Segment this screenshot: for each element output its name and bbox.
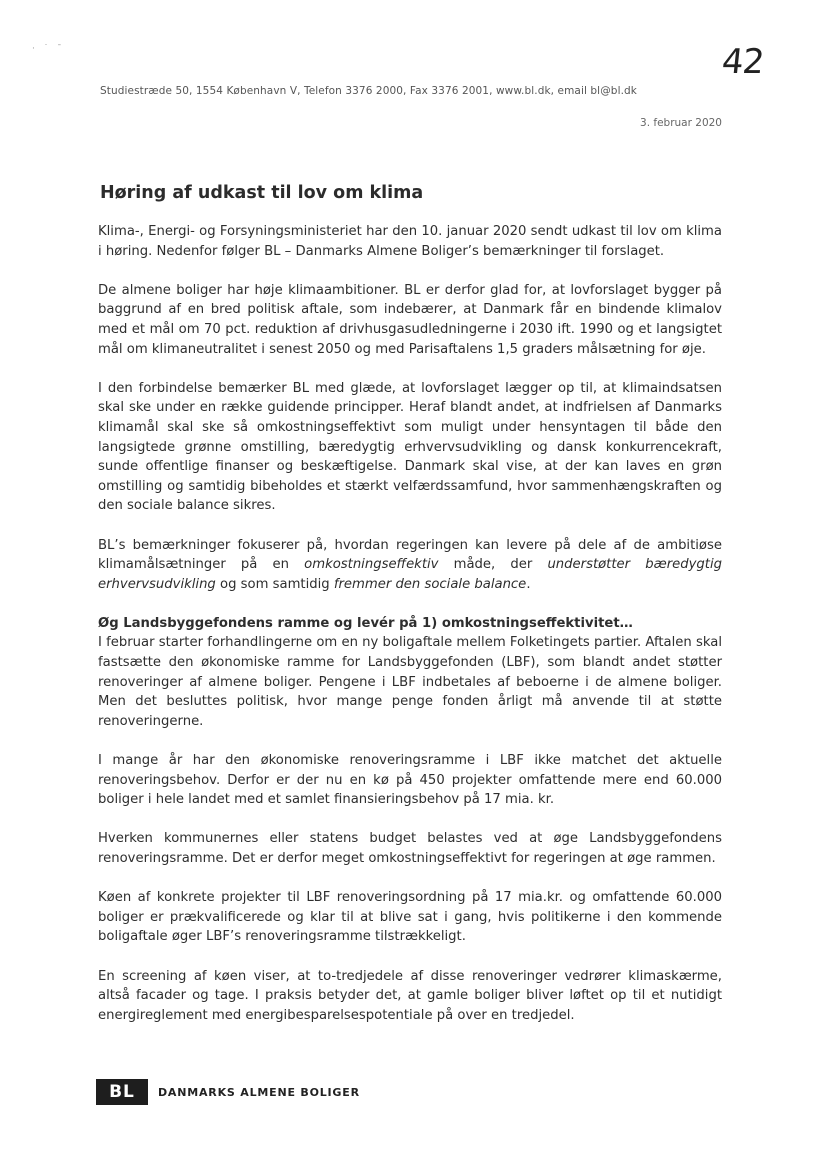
paragraph-screening: En screening af køen viser, at to-tredjedele af disse renoveringer vedrører klimaskærme, altså facader og tage. I praksis betyder det, at gamle boliger bliver løftet op til et nutidigt energireglement med energibesparelsespotentiale på over en tredjedel. [98,968,722,1023]
paragraph-climate-ambitions: De almene boliger har høje klimaambitioner. BL er derfor glad for, at lovforslaget bygger på baggrund af en bred politisk aftale, som indebærer, at Danmark får en bindende klimalov med et mål om 70 pct. reduktion af drivhusgasudledningerne i 2030 ift. 1990 og et langsigtet mål om klimaneutralitet i senest 2050 og med Parisaftalens 1,5 graders målsætning for øje. [98,282,722,357]
paragraph-budget: Hverken kommunernes eller statens budget belastes ved at øge Landsbyggefondens renoveringsramme. Det er derfor meget omkostningseffektivt for regeringen at øge rammen. [98,831,722,866]
letter-date: 3. februar 2020 [640,117,722,129]
paragraph-focus: BL’s bemærkninger fokuserer på, hvordan regeringen kan levere på dele af de ambitiøse klimamålsætninger på en omkostningseffektiv måde, der understøtter bæredygtig erhvervsudvikling og som samtidig fremmer den sociale balance. [98,537,722,592]
handwritten-page-number: 42 [719,42,766,82]
scan-mark: · ˙ ˉ [32,44,65,54]
footer-logo [96,1079,360,1105]
paragraph-intro: Klima-, Energi- og Forsyningsministeriet har den 10. januar 2020 sendt udkast til lov om klima i høring. Nedenfor følger BL – Danmarks Almene Boliger’s bemærkninger til forslaget. [98,224,722,259]
paragraph-renovation-queue: I mange år har den økonomiske renoveringsramme i LBF ikke matchet det aktuelle renoveringsbehov. Derfor er der nu en kø på 450 projekter omfattende mere end 60.000 boliger i hele landet med et samlet finansieringsbehov på 17 mia. kr. [98,753,722,808]
paragraph-guiding-principles: I den forbindelse bemærker BL med glæde, at lovforslaget lægger op til, at klimaindsatsen skal ske under en række guidende principper. Heraf blandt andet, at indfrielsen af Danmarks klimamål skal ske så omkostningseffektivt som muligt under hensyntagen til både den langsigtede grønne omstilling, bæredygtig erhvervsudvikling og dansk konkurrencekraft, sunde offentlige finanser og beskæftigelse. Danmark skal vise, at der kan laves en grøn omstilling og samtidig bibeholdes et stærkt velfærdssamfund, hvor sammenhængskraften og den sociale balance sikres. [98,380,722,514]
letterhead-address: Studiestræde 50, 1554 København V, Telefon 3376 2000, Fax 3376 2001, www.bl.dk, email bl@bl.dk [100,85,637,97]
document-title: Høring af udkast til lov om klima [100,183,424,203]
document-body [98,222,722,1045]
section-subheading: Øg Landsbyggefondens ramme og levér på 1) omkostningseffektivitet… [98,615,633,631]
organization-name: DANMARKS ALMENE BOLIGER [158,1085,360,1099]
paragraph-prequalified-projects: Køen af konkrete projekter til LBF renoveringsordning på 17 mia.kr. og omfattende 60.000 boliger er prækvalificerede og klar til at blive sat i gang, hvis politikerne i den kommende boligaftale øger LBF’s renoveringsramme tilstrækkeligt. [98,890,722,945]
bl-logo-mark: BL [96,1079,148,1105]
paragraph-negotiations: I februar starter forhandlingerne om en ny boligaftale mellem Folketingets partier. Aftalen skal fastsætte den økonomiske ramme for Landsbyggefonden (LBF), som blandt andet støtter renoveringer af almene boliger. Pengene i LBF indbetales af beboerne i de almene boliger. Men det besluttes politisk, hvor mange penge fonden årligt må anvende til at støtte renoveringerne. [98,635,722,729]
